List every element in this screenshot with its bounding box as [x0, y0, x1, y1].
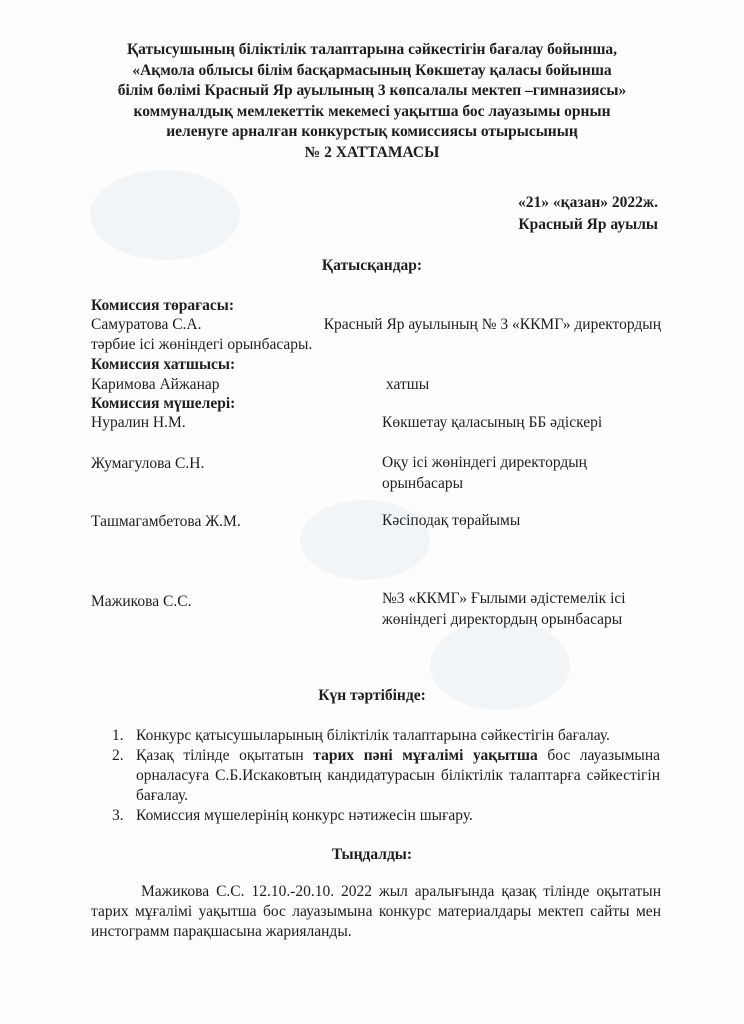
agenda-item	[112, 746, 660, 806]
members-label: Комиссия мүшелері:	[91, 395, 236, 412]
agenda-text-emphasis: тарих пәні мұғалімі уақытша	[313, 747, 538, 764]
agenda-heading: Күн тәртібінде:	[318, 687, 426, 704]
agenda-text: Комиссия мүшелерінің конкурс нәтижесін шығару.	[136, 807, 473, 824]
title-line: білім бөлімі Красный Яр ауылының 3 көпсалалы мектеп –гимназиясы»	[117, 82, 627, 99]
member-role-line: Көкшетау қаласының ББ әдіскері	[382, 414, 603, 431]
title-line: иеленуге арналған конкурстық комиссиясы отырысының	[166, 123, 578, 140]
agenda-list	[112, 726, 660, 826]
agenda-item	[112, 726, 660, 746]
member-name: Мажикова С.С.	[91, 593, 192, 610]
chair-entry	[91, 315, 661, 355]
agenda-number: 3.	[112, 807, 124, 824]
member-role-line: №3 «ККМГ» Ғылыми әдістемелік ісі	[382, 590, 626, 607]
member-role-line: орынбасары	[382, 475, 464, 492]
chair-role: Красный Яр ауылының № 3 «ККМГ» директордың	[323, 316, 661, 333]
agenda-text: Конкурс қатысушыларының біліктілік талаптарына сәйкестігін бағалау.	[136, 727, 610, 744]
date-place-block	[518, 192, 658, 236]
scan-stain	[90, 170, 240, 260]
member-role	[382, 452, 682, 494]
heard-heading: Тыңдалды:	[331, 846, 413, 863]
chair-role-cont: тәрбие ісі жөніндегі орынбасары.	[91, 336, 313, 353]
member-role	[382, 510, 682, 531]
document-title	[60, 40, 684, 163]
secretary-name: Каримова Айжанар	[91, 376, 220, 393]
member-name: Нуралин Н.М.	[91, 414, 186, 431]
secretary-role: хатшы	[386, 376, 430, 393]
member-role	[382, 588, 682, 630]
agenda-text-part: бос лауазымына орналасуға С.Б.Искаковтың кандидатурасын біліктілік талаптарға сәйкестігін бағалау.	[136, 747, 660, 804]
member-name: Жумагулова С.Н.	[91, 455, 205, 472]
agenda-text-part: Қазақ тілінде оқытатын	[136, 747, 314, 764]
heard-paragraph: Мажикова С.С. 12.10.-20.10. 2022 жыл аралығында қазақ тілінде оқытатын тарих мұғалімі уақытша бос лауазымына конкурс материалдары мектеп сайты мен инстограмм парақшасына жарияланды.	[91, 883, 661, 940]
member-name: Ташмагамбетова Ж.М.	[91, 513, 241, 530]
chair-name: Самуратова С.А.	[91, 316, 202, 333]
agenda-number: 2.	[112, 747, 124, 764]
title-line: коммуналдық мемлекеттік мекемесі уақытша бос лауазымы орнын	[133, 102, 611, 120]
title-line: «Ақмола облысы білім басқармасының Көкшетау қаласы бойынша	[132, 61, 612, 79]
member-role-line: Кәсіподақ төрайымы	[382, 512, 521, 529]
title-line: Қатысушының біліктілік талаптарына сәйкестігін бағалау бойынша,	[126, 41, 618, 58]
protocol-number: № 2 ХАТТАМАСЫ	[304, 143, 440, 161]
participants-heading: Қатысқандар:	[321, 257, 423, 274]
member-role	[382, 412, 682, 433]
agenda-text	[136, 746, 660, 806]
document-date: «21» «қазан» 2022ж.	[518, 194, 658, 211]
secretary-label: Комиссия хатшысы:	[91, 356, 236, 373]
member-role-line: жөніндегі директордың орынбасары	[382, 611, 623, 628]
chair-label: Комиссия төрағасы:	[91, 297, 235, 314]
agenda-number: 1.	[112, 727, 124, 744]
document-place: Красный Яр ауылы	[518, 216, 658, 233]
member-role-line: Оқу ісі жөніндегі директордың	[382, 454, 587, 471]
agenda-item	[112, 806, 660, 826]
